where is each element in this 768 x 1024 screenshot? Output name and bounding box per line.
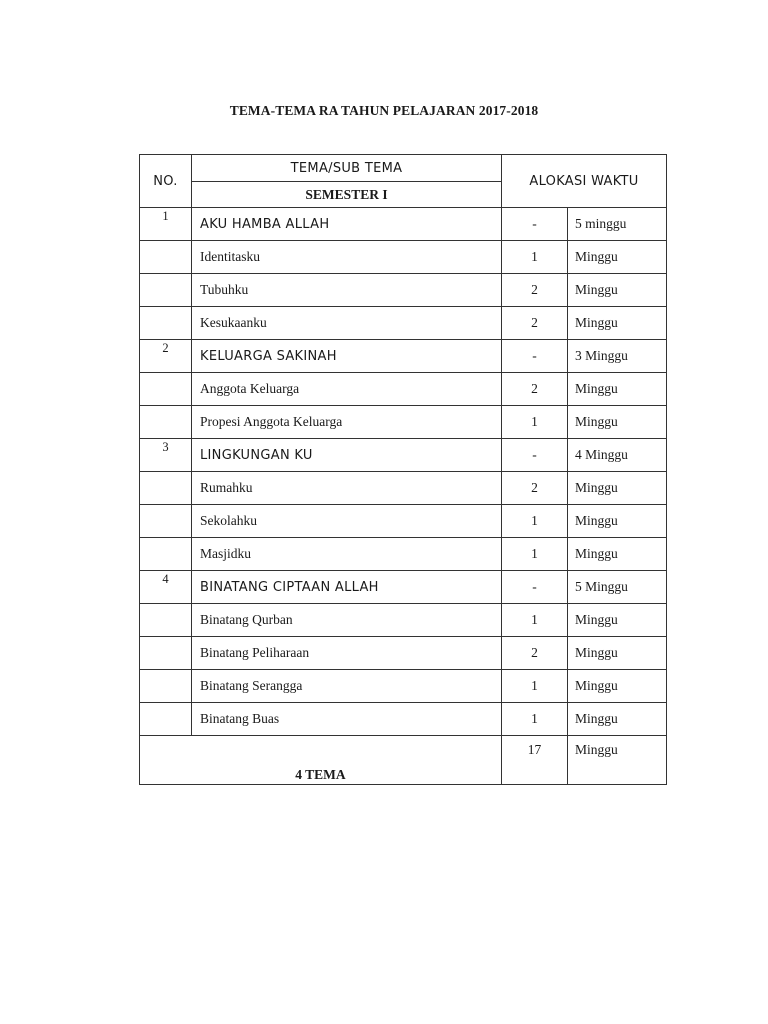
total-week-unit: Minggu (568, 736, 667, 785)
week-count: - (502, 208, 568, 241)
week-count: - (502, 340, 568, 373)
week-count: 1 (502, 703, 568, 736)
subtheme-name: Binatang Qurban (192, 604, 502, 637)
table-row (140, 703, 667, 736)
table-row (140, 670, 667, 703)
week-unit: Minggu (568, 373, 667, 406)
week-count: 2 (502, 637, 568, 670)
page-title: TEMA-TEMA RA TAHUN PELAJARAN 2017-2018 (229, 103, 539, 118)
row-number (140, 505, 192, 538)
week-count: 1 (502, 241, 568, 274)
week-unit: Minggu (568, 505, 667, 538)
week-count: 2 (502, 373, 568, 406)
subtheme-name: Rumahku (192, 472, 502, 505)
row-number (140, 406, 192, 439)
week-unit: 5 Minggu (568, 571, 667, 604)
week-unit: Minggu (568, 472, 667, 505)
header-tema: TEMA/SUB TEMA (192, 156, 501, 182)
table-row (140, 208, 667, 241)
row-number (140, 538, 192, 571)
row-number (140, 241, 192, 274)
header-semester: SEMESTER I (305, 186, 388, 202)
week-unit: Minggu (568, 703, 667, 736)
week-count: - (502, 571, 568, 604)
table-row (140, 241, 667, 274)
week-unit: 3 Minggu (568, 340, 667, 373)
row-number (140, 274, 192, 307)
week-unit: Minggu (568, 637, 667, 670)
subtheme-name: Identitasku (192, 241, 502, 274)
table-row (140, 637, 667, 670)
theme-name: BINATANG CIPTAAN ALLAH (192, 571, 502, 604)
row-number: 4 (140, 571, 192, 604)
week-count: 2 (502, 274, 568, 307)
week-unit: Minggu (568, 241, 667, 274)
week-unit: Minggu (568, 274, 667, 307)
subtheme-name: Propesi Anggota Keluarga (192, 406, 502, 439)
week-count: 2 (502, 307, 568, 340)
subtheme-name: Kesukaanku (192, 307, 502, 340)
row-number: 2 (140, 340, 192, 373)
theme-name: LINGKUNGAN KU (192, 439, 502, 472)
week-unit: Minggu (568, 307, 667, 340)
table-row (140, 439, 667, 472)
week-count: 1 (502, 604, 568, 637)
week-unit: 4 Minggu (568, 439, 667, 472)
row-number (140, 307, 192, 340)
subtheme-name: Masjidku (192, 538, 502, 571)
week-count: 1 (502, 406, 568, 439)
subtheme-name: Binatang Peliharaan (192, 637, 502, 670)
header-row (140, 155, 667, 208)
table-row (140, 604, 667, 637)
table-row (140, 373, 667, 406)
total-row (140, 736, 667, 785)
table-row (140, 340, 667, 373)
table-row (140, 505, 667, 538)
total-label-cell (140, 736, 502, 785)
week-unit: Minggu (568, 604, 667, 637)
header-alokasi-waktu: ALOKASI WAKTU (502, 155, 667, 208)
week-count: 1 (502, 670, 568, 703)
row-number (140, 472, 192, 505)
table-row (140, 538, 667, 571)
table-row (140, 571, 667, 604)
row-number (140, 637, 192, 670)
header-tema-cell (192, 155, 502, 208)
week-count: 1 (502, 505, 568, 538)
row-number: 3 (140, 439, 192, 472)
table-row (140, 274, 667, 307)
table-row (140, 307, 667, 340)
row-number: 1 (140, 208, 192, 241)
row-number (140, 703, 192, 736)
row-number (140, 373, 192, 406)
week-unit: Minggu (568, 406, 667, 439)
theme-name: AKU HAMBA ALLAH (192, 208, 502, 241)
theme-schedule-table (139, 154, 667, 785)
week-count: 1 (502, 538, 568, 571)
week-unit: 5 minggu (568, 208, 667, 241)
theme-name: KELUARGA SAKINAH (192, 340, 502, 373)
total-label: 4 TEMA (295, 767, 346, 782)
subtheme-name: Sekolahku (192, 505, 502, 538)
table-row (140, 406, 667, 439)
week-count: - (502, 439, 568, 472)
week-count: 2 (502, 472, 568, 505)
table-body (140, 208, 667, 785)
subtheme-name: Anggota Keluarga (192, 373, 502, 406)
week-unit: Minggu (568, 670, 667, 703)
total-week-count: 17 (502, 736, 568, 785)
subtheme-name: Tubuhku (192, 274, 502, 307)
table-row (140, 472, 667, 505)
row-number (140, 670, 192, 703)
subtheme-name: Binatang Buas (192, 703, 502, 736)
subtheme-name: Binatang Serangga (192, 670, 502, 703)
header-no: NO. (140, 155, 192, 208)
row-number (140, 604, 192, 637)
week-unit: Minggu (568, 538, 667, 571)
